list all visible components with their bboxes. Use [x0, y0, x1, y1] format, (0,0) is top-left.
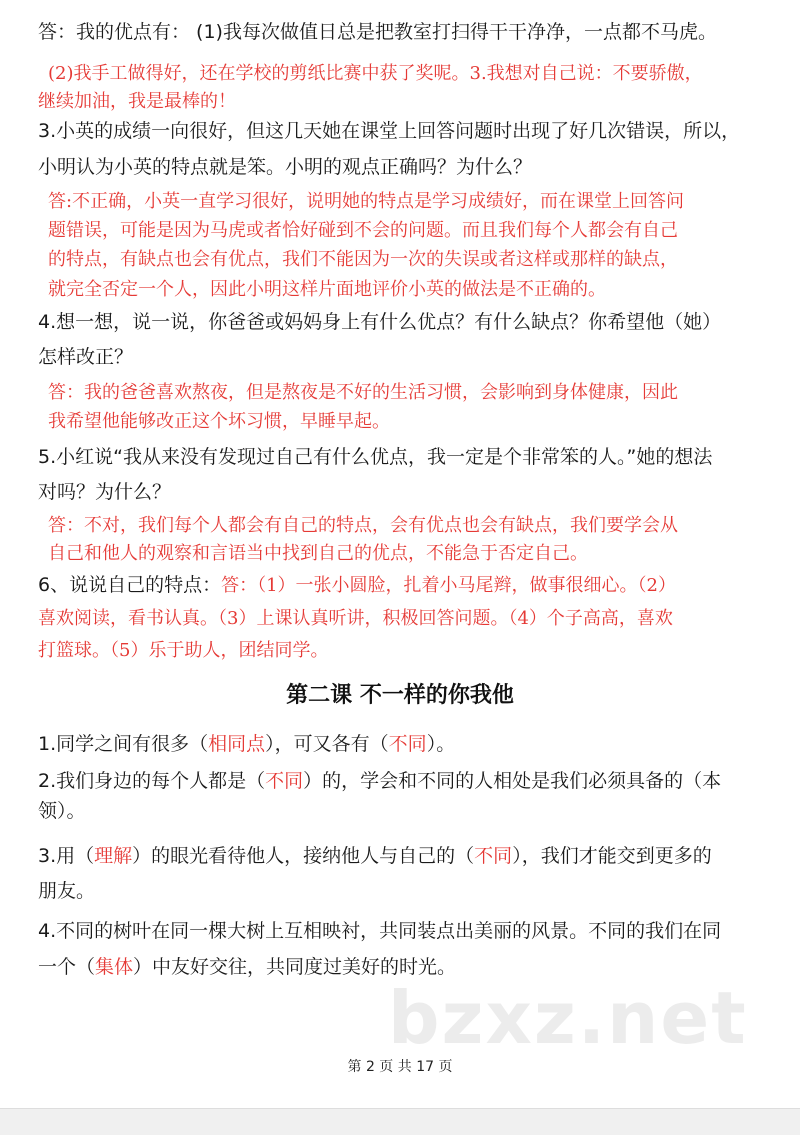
question-text: 1.同学之间有很多（: [38, 733, 209, 755]
question-text: 3.用（: [38, 845, 95, 867]
text-line: [38, 606, 673, 631]
answer-text: 答：我的爸爸喜欢熬夜，但是熬夜是不好的生活习惯，会影响到身体健康，因此: [48, 382, 678, 403]
text-line: [48, 247, 678, 272]
text-line: [38, 919, 721, 943]
question-text: 对吗？为什么？: [38, 481, 172, 503]
question-text: 2.我们身边的每个人都是（: [38, 770, 266, 792]
text-line: [38, 573, 676, 598]
text-line: [48, 380, 678, 405]
question-text: 朋友。: [38, 880, 96, 902]
page-footer: 第 2 页 共 17 页: [347, 1059, 453, 1075]
text-line: [48, 218, 678, 243]
question-text: ），我们才能交到更多的: [512, 845, 712, 867]
text-line: [38, 844, 712, 868]
text-line: [38, 732, 455, 756]
answer-text: 题错误，可能是因为马虎或者恰好碰到不会的问题。而且我们每个人都会有自己: [48, 220, 678, 241]
answer-text: 继续加油，我是最棒的！: [38, 91, 236, 112]
answer-text: 我希望他能够改正这个坏习惯，早睡早起。: [48, 411, 390, 432]
page-separator: [0, 1108, 800, 1135]
text-line: [38, 879, 95, 903]
text-line: [38, 799, 86, 823]
answer-text: 不同: [265, 770, 304, 792]
question-text: 怎样改正？: [38, 346, 134, 368]
answer-text: 集体: [95, 956, 134, 978]
answer-text: 打篮球。（5）乐于助人，团结同学。: [38, 640, 329, 661]
text-line: [38, 20, 717, 44]
text-line: [38, 769, 721, 793]
question-text: ），可又各有（: [265, 733, 389, 755]
answer-text: 答：不对，我们每个人都会有自己的特点，会有优点也会有缺点，我们要学会从: [48, 515, 678, 536]
text-line: [38, 480, 171, 504]
question-text: 领）。: [38, 800, 86, 822]
text-line: [48, 61, 703, 86]
answer-text: 不同: [474, 845, 513, 867]
text-line: [38, 638, 328, 663]
section-heading: 第二课 不一样的你我他: [286, 683, 514, 708]
answer-text: 答：（1）一张小圆脸，扎着小马尾辫，做事很细心。（2）: [221, 575, 676, 596]
question-text: 5.小红说“我从来没有发现过自己有什么优点，我一定是个非常笨的人。”她的想法: [38, 446, 713, 468]
text-line: [48, 277, 606, 302]
text-line: [38, 89, 236, 114]
answer-text: 理解: [94, 845, 133, 867]
question-text: 小明认为小英的特点就是笨。小明的观点正确吗？为什么？: [38, 156, 533, 178]
answer-text: 的特点，有缺点也会有优点，我们不能因为一次的失误或者这样或那样的缺点，: [48, 249, 678, 270]
watermark: bzxz.net: [388, 976, 748, 1060]
text-line: [38, 119, 740, 143]
text-line: [48, 541, 588, 566]
answer-text: 就完全否定一个人，因此小明这样片面地评价小英的做法是不正确的。: [48, 279, 606, 300]
answer-text: 自己和他人的观察和言语当中找到自己的优点，不能急于否定自己。: [48, 543, 588, 564]
text-line: [38, 310, 721, 334]
answer-text: 不同: [388, 733, 427, 755]
question-text: 4.不同的树叶在同一棵大树上互相映衬，共同装点出美丽的风景。不同的我们在同: [38, 920, 722, 942]
question-text: 4.想一想，说一说，你爸爸或妈妈身上有什么优点？有什么缺点？你希望他（她）: [38, 311, 722, 333]
text-line: [48, 189, 684, 214]
question-text: 6、说说自己的特点：: [38, 574, 222, 596]
question-text: ）的眼光看待他人，接纳他人与自己的（: [132, 845, 475, 867]
question-text: 一个（: [38, 956, 96, 978]
question-text: ）。: [426, 733, 456, 755]
question-text: ）的，学会和不同的人相处是我们必须具备的（本: [303, 770, 722, 792]
answer-text: 相同点: [208, 733, 266, 755]
question-text: 3.小英的成绩一向很好，但这几天她在课堂上回答问题时出现了好几次错误，所以，: [38, 120, 741, 142]
text-line: [38, 445, 712, 469]
question-text: 答：我的优点有： (1)我每次做值日总是把教室打扫得干干净净，一点都不马虎。: [38, 21, 717, 43]
answer-text: (2)我手工做得好，还在学校的剪纸比赛中获了奖呢。3.我想对自己说：不要骄傲，: [48, 63, 703, 84]
text-line: [38, 155, 532, 179]
text-line: [38, 345, 133, 369]
text-line: [48, 513, 678, 538]
question-text: ）中友好交往，共同度过美好的时光。: [133, 956, 457, 978]
answer-text: 喜欢阅读，看书认真。（3）上课认真听讲，积极回答问题。（4）个子高高，喜欢: [38, 608, 673, 629]
text-line: [48, 409, 390, 434]
answer-text: 答:不正确，小英一直学习很好，说明她的特点是学习成绩好，而在课堂上回答问: [48, 191, 685, 212]
